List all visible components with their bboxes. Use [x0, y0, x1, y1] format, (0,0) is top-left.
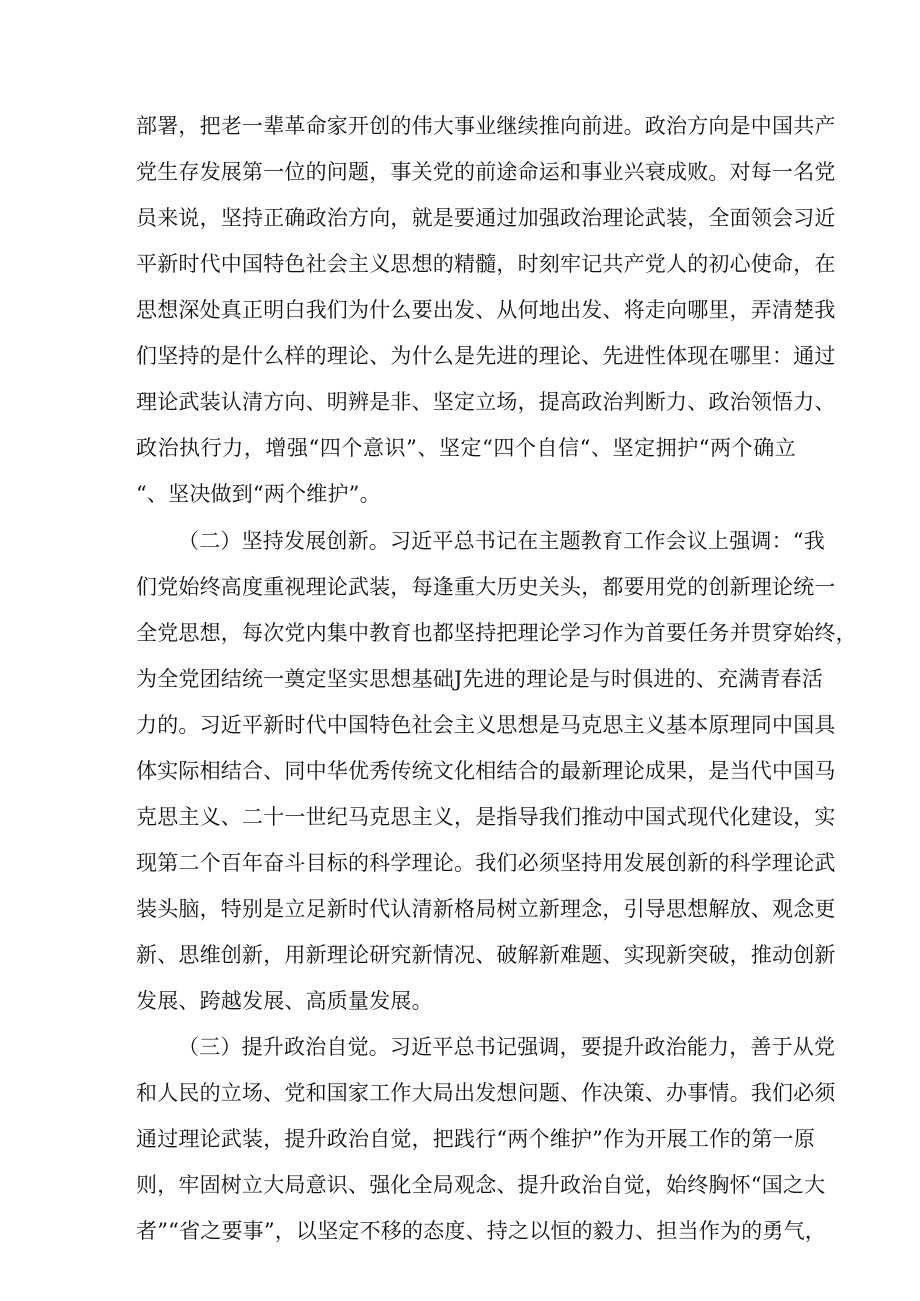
text-line: 员来说，坚持正确政治方向，就是要通过加强政治理论武装，全面领会习近	[136, 206, 836, 230]
text-line: 为全党团结统一奠定坚实思想基础J先进的理论是与时俱进的、充满青春活	[136, 667, 824, 691]
text-line: 党生存发展第一位的问题，事关党的前途命运和事业兴衰成败。对每一名党	[136, 160, 836, 184]
paragraph-first-line: （二）坚持发展创新。习近平总书记在主题教育工作会议上强调：“我	[178, 529, 825, 553]
text-line: 则，牢固树立大局意识、强化全局观念、提升政治自觉，始终胸怀“国之大	[136, 1173, 826, 1197]
text-line: 和人民的立场、党和国家工作大局出发想问题、作决策、办事情。我们必须	[136, 1081, 836, 1105]
text-line: 通过理论武装，提升政治自觉，把践行“两个维护”作为开展工作的第一原	[136, 1127, 816, 1151]
text-line: 发展、跨越发展、高质量发展。	[136, 989, 433, 1013]
text-line: 全党思想，每次党内集中教育也都坚持把理论学习作为首要任务并贯穿始终，	[136, 621, 857, 645]
text-line: 力的。习近平新时代中国特色社会主义思想是马克思主义基本原理同中国具	[136, 713, 836, 737]
text-line: 们党始终高度重视理论武装，每逢重大历史关头，都要用党的创新理论统一	[136, 575, 836, 599]
text-line: 克思主义、二十一世纪马克思主义，是指导我们推动中国式现代化建设，实	[136, 805, 836, 829]
text-line: 政治执行力，增强“四个意识”、坚定“四个自信“、坚定拥护“两个确立	[136, 436, 796, 460]
text-line: 装头脑，特别是立足新时代认清新格局树立新理念，引导思想解放、观念更	[136, 897, 836, 921]
text-line: 们坚持的是什么样的理论、为什么是先进的理论、先进性体现在哪里：通过	[136, 344, 836, 368]
text-line: 现第二个百年奋斗目标的科学理论。我们必须坚持用发展创新的科学理论武	[136, 851, 836, 875]
paragraph-first-line: （三）提升政治自觉。习近平总书记强调，要提升政治能力，善于从党	[178, 1035, 836, 1059]
text-line: 思想深处真正明白我们为什么要出发、从何地出发、将走向哪里，弄清楚我	[136, 298, 836, 322]
text-line: 新、思维创新，用新理论研究新情况、破解新难题、实现新突破，推动创新	[136, 943, 836, 967]
text-line: “、坚决做到“两个维护”。	[136, 482, 381, 506]
text-line: 部署，把老一辈革命家开创的伟大事业继续推向前进。政治方向是中国共产	[136, 114, 836, 138]
text-line: 者”“省之要事”，以坚定不移的态度、持之以恒的毅力、担当作为的勇气，	[136, 1219, 827, 1243]
text-line: 平新时代中国特色社会主义思想的精髓，时刻牢记共产党人的初心使命，在	[136, 252, 836, 276]
text-line: 理论武装认清方向、明辨是非、坚定立场，提高政治判断力、政治领悟力、	[136, 390, 836, 414]
text-line: 体实际相结合、同中华优秀传统文化相结合的最新理论成果，是当代中国马	[136, 759, 836, 783]
